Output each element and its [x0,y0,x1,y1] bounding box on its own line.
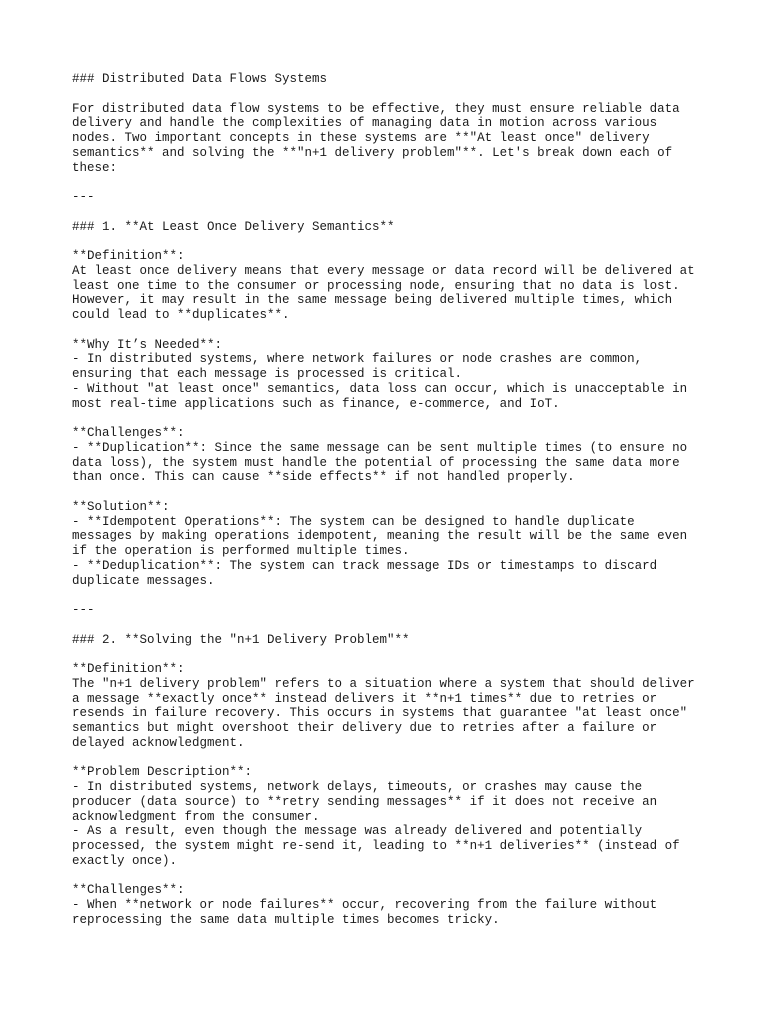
blank-line [72,205,712,220]
bullet-item-line: - Without "at least once" semantics, data loss can occur, which is unacceptable in [72,381,688,396]
blank-line [72,751,712,766]
blank-line [72,323,712,338]
text-line: exactly once). [72,853,178,868]
text-line: messages by making operations idempotent, meaning the result will be the same even [72,529,688,544]
section-heading: ### 1. **At Least Once Delivery Semantics** [72,219,395,234]
text-line: acknowledgment from the consumer. [72,809,320,824]
text-line: ensuring that each message is processed is critical. [72,367,463,381]
subsection-label: **Solution**: [72,499,170,514]
text-line: data loss), the system must handle the potential of processing the same data more [72,455,680,470]
subsection-label: **Definition**: [72,662,185,676]
blank-line [72,485,712,500]
text-line: delivery and handle the complexities of managing data in motion across various [72,116,658,131]
bullet-item-line: - **Duplication**: Since the same message can be sent multiple times (to ensure no [72,440,688,455]
text-line: delayed acknowledgment. [72,735,245,750]
blank-line [72,869,712,884]
blank-line [72,411,712,426]
text-line: resends in failure recovery. This occurs in systems that guarantee "at least once" [72,706,688,721]
blank-line [72,234,712,249]
subsection-label: **Problem Description**: [72,765,253,780]
bullet-item-line: - In distributed systems, network delays, timeouts, or crashes may cause the [72,780,643,794]
text-line: semantics but might overshoot their delivery due to retries after a failure or [72,721,658,735]
text-line: most real-time applications such as finance, e-commerce, and IoT. [72,396,560,411]
text-line: For distributed data flow systems to be effective, they must ensure reliable data [72,101,680,116]
text-line: At least once delivery means that every message or data record will be delivered at [72,263,695,278]
bullet-item-line: - As a result, even though the message was already delivered and potentially [72,824,643,839]
blank-line [72,87,712,102]
bullet-item-line: - When **network or node failures** occur, recovering from the failure without [72,898,658,912]
bullet-item-line: - **Idempotent Operations**: The system can be designed to handle duplicate [72,514,635,529]
text-line: The "n+1 delivery problem" refers to a situation where a system that should deliver [72,676,695,691]
text-line: However, it may result in the same message being delivered multiple times, which [72,293,673,308]
section-heading: ### 2. **Solving the "n+1 Delivery Problem"** [72,632,410,647]
subsection-label: **Definition**: [72,249,185,263]
text-line: nodes. Two important concepts in these systems are **"At least once" delivery [72,131,650,145]
text-line: producer (data source) to **retry sending messages** if it does not receive an [72,794,658,809]
text-line: could lead to **duplicates**. [72,308,290,322]
text-line: semantics** and solving the **"n+1 delivery problem"**. Let's break down each of [72,145,673,160]
horizontal-rule: --- [72,190,95,204]
bullet-item-line: - In distributed systems, where network failures or node crashes are common, [72,352,643,367]
horizontal-rule: --- [72,603,95,617]
blank-line [72,588,712,603]
blank-line [72,618,712,633]
section-heading: ### Distributed Data Flows Systems [72,72,328,86]
text-line: reprocessing the same data multiple times becomes tricky. [72,912,500,927]
blank-line [72,175,712,190]
text-line: least one time to the consumer or processing node, ensuring that no data is lost. [72,278,680,293]
text-line: than once. This can cause **side effects** if not handled properly. [72,470,575,485]
bullet-item-line: - **Deduplication**: The system can track message IDs or timestamps to discard [72,558,658,573]
subsection-label: **Challenges**: [72,883,185,898]
text-line: if the operation is performed multiple times. [72,544,410,558]
text-line: processed, the system might re-send it, leading to **n+1 deliveries** (instead of [72,839,680,853]
subsection-label: **Challenges**: [72,426,185,440]
subsection-label: **Why It’s Needed**: [72,337,223,352]
text-line: duplicate messages. [72,573,215,588]
text-line: a message **exactly once** instead delivers it **n+1 times** due to retries or [72,691,658,706]
document-body [72,72,712,928]
text-line: these: [72,160,118,175]
blank-line [72,647,712,662]
